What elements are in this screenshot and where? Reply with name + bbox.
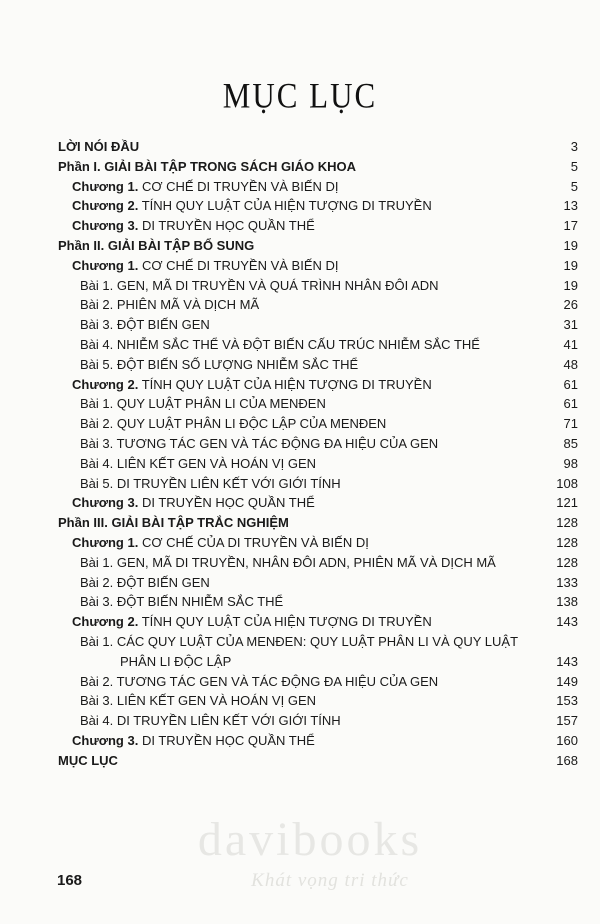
toc-entry-page: 160 [556,733,578,748]
toc-entry-page: 85 [563,436,578,451]
toc-entry-label: Phần III. GIẢI BÀI TẬP TRẮC NGHIỆM [58,515,289,531]
toc-entry-lesson [0,474,600,494]
toc-entry-page: 108 [556,475,578,491]
toc-entry-lesson [0,276,600,296]
chapter-prefix: Chương 2. [72,376,139,392]
toc-entry-page: 26 [563,297,578,313]
toc-entry-part [0,157,600,177]
toc-entry-label [72,533,369,553]
toc-entry-label: Bài 1. GEN, MÃ DI TRUYỀN, NHÂN ĐÔI ADN, PHIÊN MÃ VÀ DỊCH MÃ [80,554,496,570]
chapter-prefix: Chương 2. [72,198,139,214]
toc-entry-page: 31 [563,317,578,333]
toc-entry-part [0,137,600,157]
toc-entry-label: Bài 4. NHIỄM SẮC THỂ VÀ ĐỘT BIẾN CẤU TRÚC NHIỄM SẮC THỂ [80,337,480,352]
toc-entry-label: Phần II. GIẢI BÀI TẬP BỔ SUNG [58,238,255,253]
toc-entry-lesson [0,691,600,711]
toc-entry-label: MỤC LỤC [58,752,118,768]
toc-entry-page: 61 [563,376,578,392]
page-title: MỤC LỤC [222,75,378,116]
toc-entry-label [72,216,315,236]
toc-entry-chap [0,177,600,197]
toc-entry-page: 143 [556,653,578,669]
chapter-title: CƠ CHẾ CỦA DI TRUYỀN VÀ BIẾN DỊ [138,535,369,550]
toc-entry-chap [0,612,600,632]
toc-entry-label: LỜI NÓI ĐẦU [58,139,140,154]
toc-entry-page: 153 [556,693,578,709]
chapter-prefix: Chương 3. [72,218,139,234]
toc-entry-label: Bài 1. QUY LUẬT PHÂN LI CỦA MENĐEN [80,396,326,412]
toc-entry-label: Bài 4. LIÊN KẾT GEN VÀ HOÁN VỊ GEN [80,455,316,471]
toc-entry-page: 3 [570,139,578,154]
chapter-title: CƠ CHẾ DI TRUYỀN VÀ BIẾN DỊ [138,178,339,194]
toc-entry-page: 19 [563,257,578,273]
chapter-prefix: Chương 1. [72,535,139,550]
toc-entry-label: Bài 1. GEN, MÃ DI TRUYỀN VÀ QUÁ TRÌNH NHÂN ĐÔI ADN [80,277,439,293]
toc-entry-lesson [0,335,600,355]
toc-entry-label: Bài 5. ĐỘT BIẾN SỐ LƯỢNG NHIỄM SẮC THỂ [80,356,359,372]
toc-entry-label: Bài 5. DI TRUYỀN LIÊN KẾT VỚI GIỚI TÍNH [80,475,341,491]
toc-entry-label [72,612,432,632]
toc-entry-lesson [0,394,600,414]
toc-entry-page: 98 [563,455,578,471]
toc-entry-lesson [0,672,600,692]
toc-entry-page: 168 [556,752,578,768]
toc-entry-lesson [0,553,600,573]
chapter-title: TÍNH QUY LUẬT CỦA HIỆN TƯỢNG DI TRUYỀN [138,376,432,392]
toc-entry-label: Bài 3. TƯƠNG TÁC GEN VÀ TÁC ĐỘNG ĐA HIỆU CỦA GEN [80,436,439,451]
toc-entry-chap [0,196,600,216]
chapter-title: TÍNH QUY LUẬT CỦA HIỆN TƯỢNG DI TRUYỀN [138,198,432,214]
chapter-prefix: Chương 1. [72,178,139,194]
toc-entry-label: Bài 2. ĐỘT BIẾN GEN [80,574,210,590]
toc-entry-lesson [0,632,600,652]
chapter-prefix: Chương 2. [72,614,139,630]
toc-entry-part [0,751,600,771]
toc-entry-page: 133 [556,574,578,590]
toc-entry-page: 121 [556,495,578,511]
toc-entry-label: Phần I. GIẢI BÀI TẬP TRONG SÁCH GIÁO KHOA [58,158,357,174]
chapter-title: CƠ CHẾ DI TRUYỀN VÀ BIẾN DỊ [138,257,339,273]
toc-entry-chap [0,493,600,513]
toc-entry-page: 71 [563,416,578,432]
page-number: 168 [57,872,83,889]
toc-entry-page: 128 [556,515,578,531]
toc-entry-chap [0,731,600,751]
toc-entry-page: 5 [570,158,578,174]
toc-entry-part [0,236,600,256]
toc-entry-chap [0,533,600,553]
toc-entry-label [72,493,315,513]
toc-entry-lesson [0,434,600,454]
toc-entry-label: Bài 1. CÁC QUY LUẬT CỦA MENĐEN: QUY LUẬT PHÂN LI VÀ QUY LUẬT [80,634,519,649]
toc-entry-label: Bài 3. LIÊN KẾT GEN VÀ HOÁN VỊ GEN [80,693,316,709]
toc-entry-label: Bài 4. DI TRUYỀN LIÊN KẾT VỚI GIỚI TÍNH [80,713,341,729]
toc-entry-label: Bài 2. QUY LUẬT PHÂN LI ĐỘC LẬP CỦA MENĐEN [80,416,387,432]
toc-entry-lesson [0,295,600,315]
toc-entry-label: Bài 2. PHIÊN MÃ VÀ DỊCH MÃ [80,297,260,313]
chapter-prefix: Chương 3. [72,733,139,748]
chapter-title: DI TRUYỀN HỌC QUẦN THỂ [138,218,315,234]
toc-entry-page: 128 [556,554,578,570]
toc-entry-label [72,177,339,197]
toc-entry-page: 128 [556,535,578,550]
toc-entry-lesson [0,592,600,612]
toc-entry-lesson [0,711,600,731]
toc-entry-label [72,256,339,276]
toc-entry-lesson [0,414,600,434]
toc-entry-page: 13 [563,198,578,214]
toc-entry-lesson [0,573,600,593]
toc-entry-page: 17 [563,218,578,234]
toc-entry-label: Bài 3. ĐỘT BIẾN GEN [80,317,210,333]
toc-entry-page: 5 [570,178,578,194]
toc-entry-label [72,196,432,216]
toc-entry-page: 157 [556,713,578,729]
watermark-slogan: Khát vọng tri thức [251,870,409,891]
toc-entry-page: 149 [556,673,578,689]
toc-entry-page: 143 [556,614,578,630]
toc-entry-page: 138 [556,594,578,610]
toc-entry-lesson [0,355,600,375]
chapter-prefix: Chương 3. [72,495,139,511]
toc-entry-label [72,375,432,395]
toc-entry-lesson [0,454,600,474]
chapter-prefix: Chương 1. [72,257,139,273]
toc-entry-lesson [0,315,600,335]
watermark-brand: davibooks [197,813,423,866]
toc-entry-page: 61 [563,396,578,412]
toc-entry-page: 19 [563,277,578,293]
toc-entry-page: 19 [563,238,578,253]
chapter-title: DI TRUYỀN HỌC QUẦN THỂ [138,733,315,748]
toc-entry-part [0,513,600,533]
toc-entry-lesson [0,652,600,672]
toc-entry-chap [0,216,600,236]
toc-entry-label: PHÂN LI ĐỘC LẬP [120,653,232,669]
chapter-title: DI TRUYỀN HỌC QUẦN THỂ [138,495,315,511]
toc-entry-label [72,731,315,751]
toc-entry-chap [0,256,600,276]
toc-entry-label: Bài 2. TƯƠNG TÁC GEN VÀ TÁC ĐỘNG ĐA HIỆU CỦA GEN [80,673,439,689]
chapter-title: TÍNH QUY LUẬT CỦA HIỆN TƯỢNG DI TRUYỀN [138,614,432,630]
toc-entry-chap [0,375,600,395]
toc-entry-page: 41 [563,337,578,352]
toc-entry-page: 48 [563,356,578,372]
toc-entry-label: Bài 3. ĐỘT BIẾN NHIỄM SẮC THỂ [80,594,284,610]
